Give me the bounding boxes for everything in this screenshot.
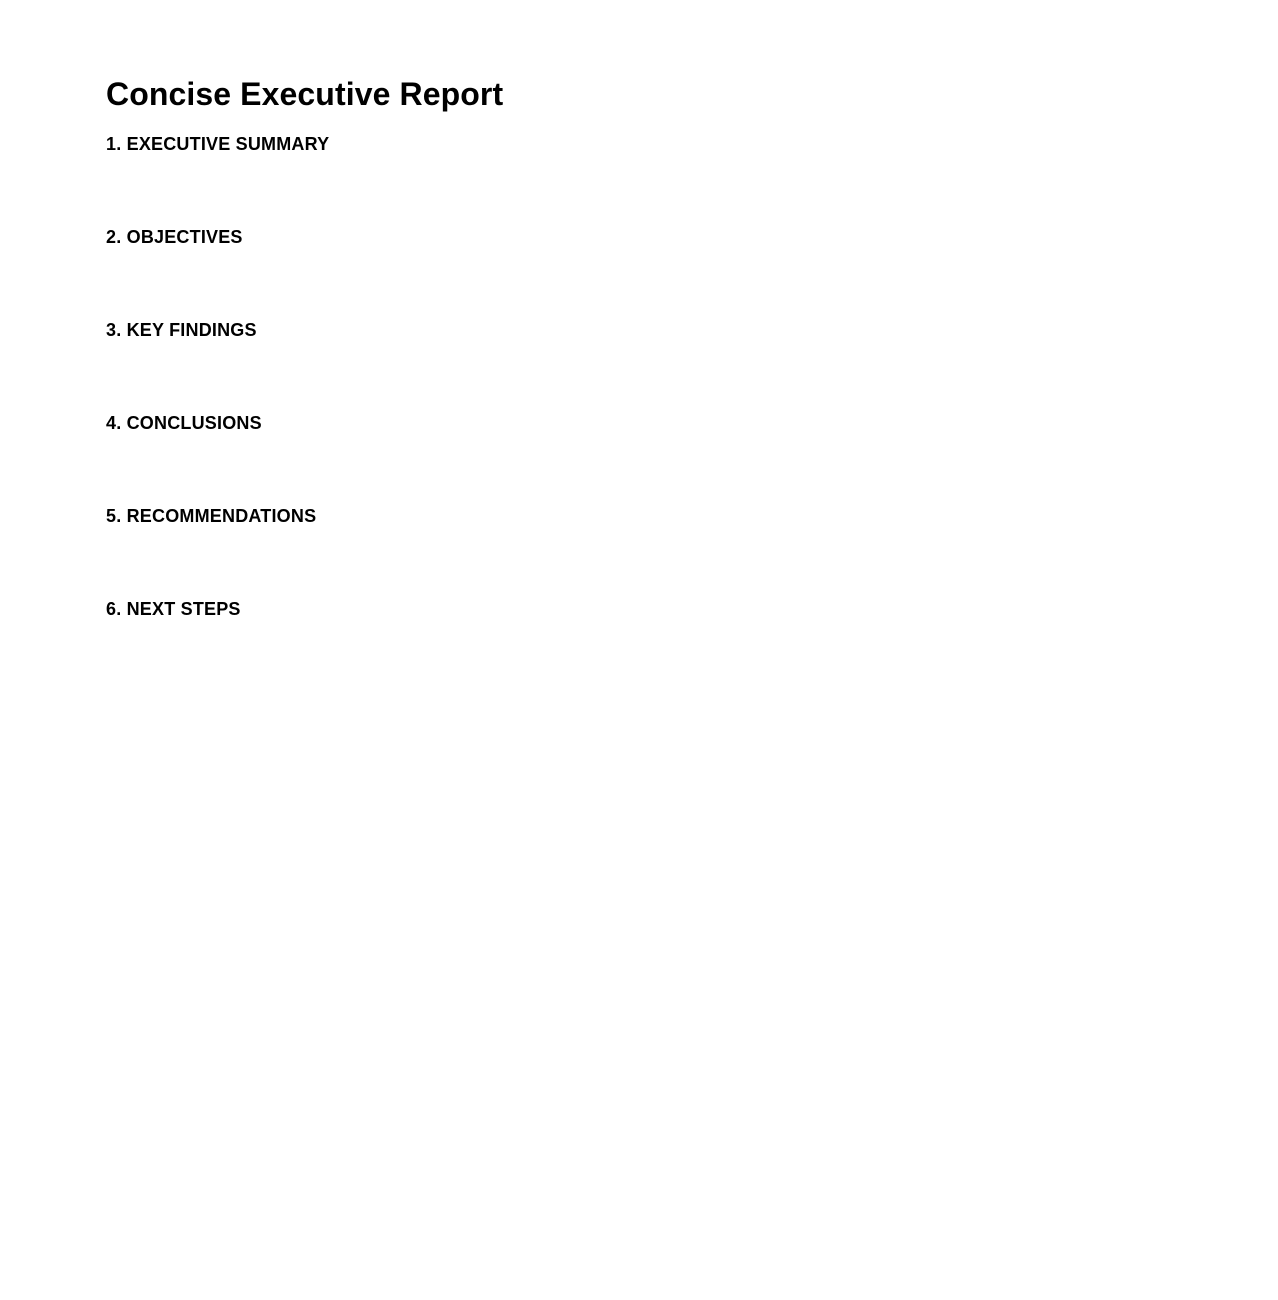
section-list [106,134,1278,692]
section-conclusions [106,413,1278,506]
section-body[interactable] [106,619,1278,639]
section-heading: 1. EXECUTIVE SUMMARY [106,134,330,154]
section-body[interactable] [106,247,1278,267]
section-body[interactable] [106,154,1278,174]
section-next-steps [106,599,1278,692]
section-recommendations [106,506,1278,599]
section-heading: 6. NEXT STEPS [106,599,241,619]
section-key-findings [106,320,1278,413]
section-heading: 4. CONCLUSIONS [106,413,262,433]
section-objectives [106,227,1278,320]
section-executive-summary [106,134,1278,227]
section-body[interactable] [106,526,1278,546]
section-body[interactable] [106,433,1278,453]
section-heading: 5. RECOMMENDATIONS [106,506,317,526]
section-heading: 2. OBJECTIVES [106,227,243,247]
section-heading: 3. KEY FINDINGS [106,320,257,340]
section-body[interactable] [106,340,1278,360]
document-title: Concise Executive Report [106,76,504,112]
